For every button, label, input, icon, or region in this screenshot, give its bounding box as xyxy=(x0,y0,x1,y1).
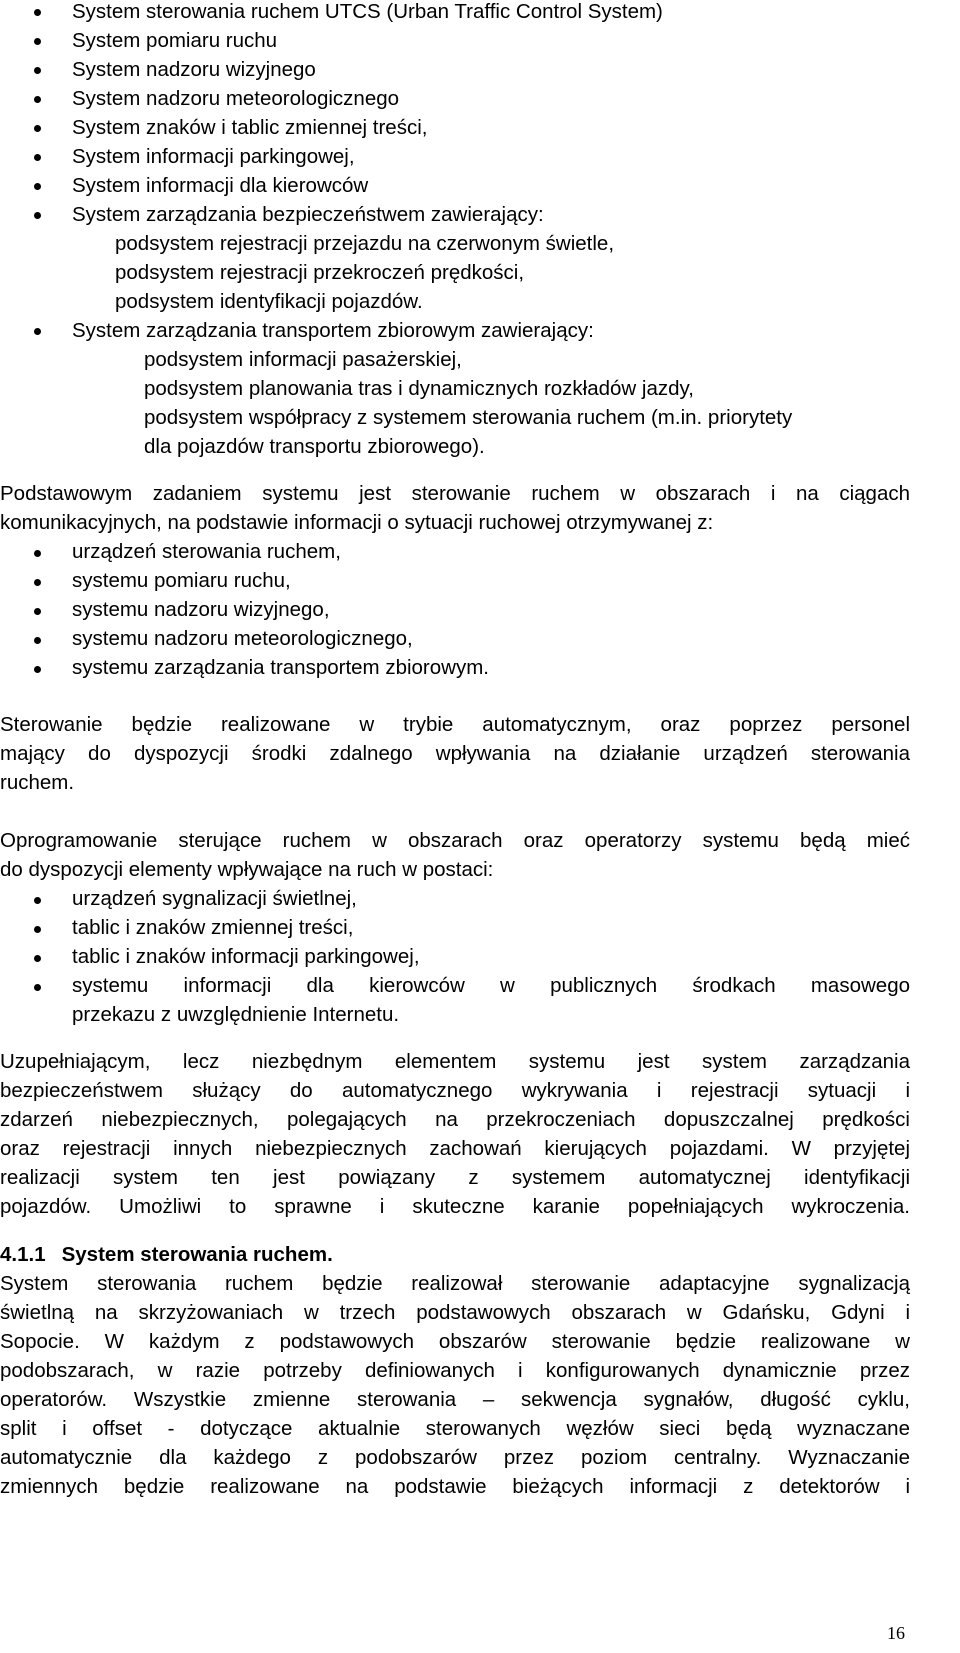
bullet-icon xyxy=(34,212,41,219)
list-item: System informacji parkingowej, xyxy=(72,145,355,168)
list-item: systemu informacji dla kierowców w publicznych środkach masowego xyxy=(72,974,910,997)
paragraph-line: Sterowanie będzie realizowane w trybie automatycznym, oraz poprzez personel xyxy=(0,713,910,736)
sub-list-item: podsystem identyfikacji pojazdów. xyxy=(115,290,423,313)
paragraph-line: Oprogramowanie sterujące ruchem w obszarach oraz operatorzy systemu będą mieć xyxy=(0,829,910,852)
paragraph-line: do dyspozycji elementy wpływające na ruch w postaci: xyxy=(0,858,494,881)
list-item: urządzeń sterowania ruchem, xyxy=(72,540,341,563)
bullet-icon xyxy=(34,154,41,161)
paragraph-line: Sopocie. W każdym z podstawowych obszarów sterowanie będzie realizowane w xyxy=(0,1330,910,1353)
bullet-icon xyxy=(34,984,41,991)
paragraph-line: zmiennych będzie realizowane na podstawie bieżących informacji z detektorów i xyxy=(0,1475,910,1498)
sub-list-item: dla pojazdów transportu zbiorowego). xyxy=(144,435,485,458)
section-number: 4.1.1 xyxy=(0,1243,46,1266)
bullet-icon xyxy=(34,666,41,673)
bullet-icon xyxy=(34,897,41,904)
paragraph-line: podobszarach, w razie potrzeby definiowanych i konfigurowanych dynamicznie przez xyxy=(0,1359,910,1382)
list-item-continuation: przekazu z uwzględnienie Internetu. xyxy=(72,1003,400,1026)
list-item: tablic i znaków informacji parkingowej, xyxy=(72,945,420,968)
paragraph-line: System sterowania ruchem będzie realizował sterowanie adaptacyjne sygnalizacją xyxy=(0,1272,910,1295)
bullet-icon xyxy=(34,550,41,557)
page-number: 16 xyxy=(887,1623,905,1643)
bullet-icon xyxy=(34,38,41,45)
paragraph-line: pojazdów. Umożliwi to sprawne i skuteczne karanie popełniających wykroczenia. xyxy=(0,1195,910,1218)
paragraph-line: oraz rejestracji innych niebezpiecznych zachowań kierujących pojazdami. W przyjętej xyxy=(0,1137,910,1160)
bullet-icon xyxy=(34,9,41,16)
section-title: System sterowania ruchem. xyxy=(61,1243,333,1266)
list-item: System nadzoru meteorologicznego xyxy=(72,87,400,110)
paragraph-line: Podstawowym zadaniem systemu jest sterowanie ruchem w obszarach i na ciągach xyxy=(0,482,910,505)
sub-list-item: podsystem rejestracji przejazdu na czerwonym świetle, xyxy=(115,232,615,255)
paragraph-line: realizacji system ten jest powiązany z systemem automatycznej identyfikacji xyxy=(0,1166,910,1189)
list-item: System zarządzania bezpieczeństwem zawierający: xyxy=(72,203,544,226)
sub-list-item: podsystem planowania tras i dynamicznych rozkładów jazdy, xyxy=(144,377,694,400)
bullet-icon xyxy=(34,926,41,933)
list-item: System znaków i tablic zmiennej treści, xyxy=(72,116,428,139)
paragraph-line: komunikacyjnych, na podstawie informacji o sytuacji ruchowej otrzymywanej z: xyxy=(0,511,714,534)
sub-list-item: podsystem informacji pasażerskiej, xyxy=(144,348,462,371)
list-item: System nadzoru wizyjnego xyxy=(72,58,316,81)
paragraph-line: operatorów. Wszystkie zmienne sterowania – sekwencja sygnałów, długość cyklu, xyxy=(0,1388,910,1411)
list-item: System sterowania ruchem UTCS (Urban Traffic Control System) xyxy=(72,0,663,23)
bullet-icon xyxy=(34,96,41,103)
list-item: System pomiaru ruchu xyxy=(72,29,278,52)
bullet-icon xyxy=(34,183,41,190)
section-heading xyxy=(0,1243,333,1267)
paragraph-line: bezpieczeństwem służący do automatycznego wykrywania i rejestracji sytuacji i xyxy=(0,1079,910,1102)
list-item: System zarządzania transportem zbiorowym zawierający: xyxy=(72,319,594,342)
paragraph-line: świetlną na skrzyżowaniach w trzech podstawowych obszarach w Gdańsku, Gdyni i xyxy=(0,1301,910,1324)
bullet-icon xyxy=(34,67,41,74)
list-item: systemu nadzoru meteorologicznego, xyxy=(72,627,413,650)
list-item: System informacji dla kierowców xyxy=(72,174,369,197)
paragraph-line: ruchem. xyxy=(0,771,75,794)
bullet-icon xyxy=(34,328,41,335)
sub-list-item: podsystem współpracy z systemem sterowania ruchem (m.in. priorytety xyxy=(144,406,793,429)
bullet-icon xyxy=(34,955,41,962)
list-item: systemu nadzoru wizyjnego, xyxy=(72,598,330,621)
list-item: systemu zarządzania transportem zbiorowym. xyxy=(72,656,489,679)
paragraph-line: mający do dyspozycji środki zdalnego wpływania na działanie urządzeń sterowania xyxy=(0,742,910,765)
list-item: tablic i znaków zmiennej treści, xyxy=(72,916,354,939)
paragraph-line: automatycznie dla każdego z podobszarów przez poziom centralny. Wyznaczanie xyxy=(0,1446,910,1469)
paragraph-line: zdarzeń niebezpiecznych, polegających na przekroczeniach dopuszczalnej prędkości xyxy=(0,1108,910,1131)
bullet-icon xyxy=(34,608,41,615)
bullet-icon xyxy=(34,637,41,644)
list-item: urządzeń sygnalizacji świetlnej, xyxy=(72,887,357,910)
list-item: systemu pomiaru ruchu, xyxy=(72,569,291,592)
bullet-icon xyxy=(34,579,41,586)
sub-list-item: podsystem rejestracji przekroczeń prędkości, xyxy=(115,261,525,284)
paragraph-line: split i offset - dotyczące aktualnie sterowanych węzłów sieci będą wyznaczane xyxy=(0,1417,910,1440)
bullet-icon xyxy=(34,125,41,132)
paragraph-line: Uzupełniającym, lecz niezbędnym elementem systemu jest system zarządzania xyxy=(0,1050,910,1073)
